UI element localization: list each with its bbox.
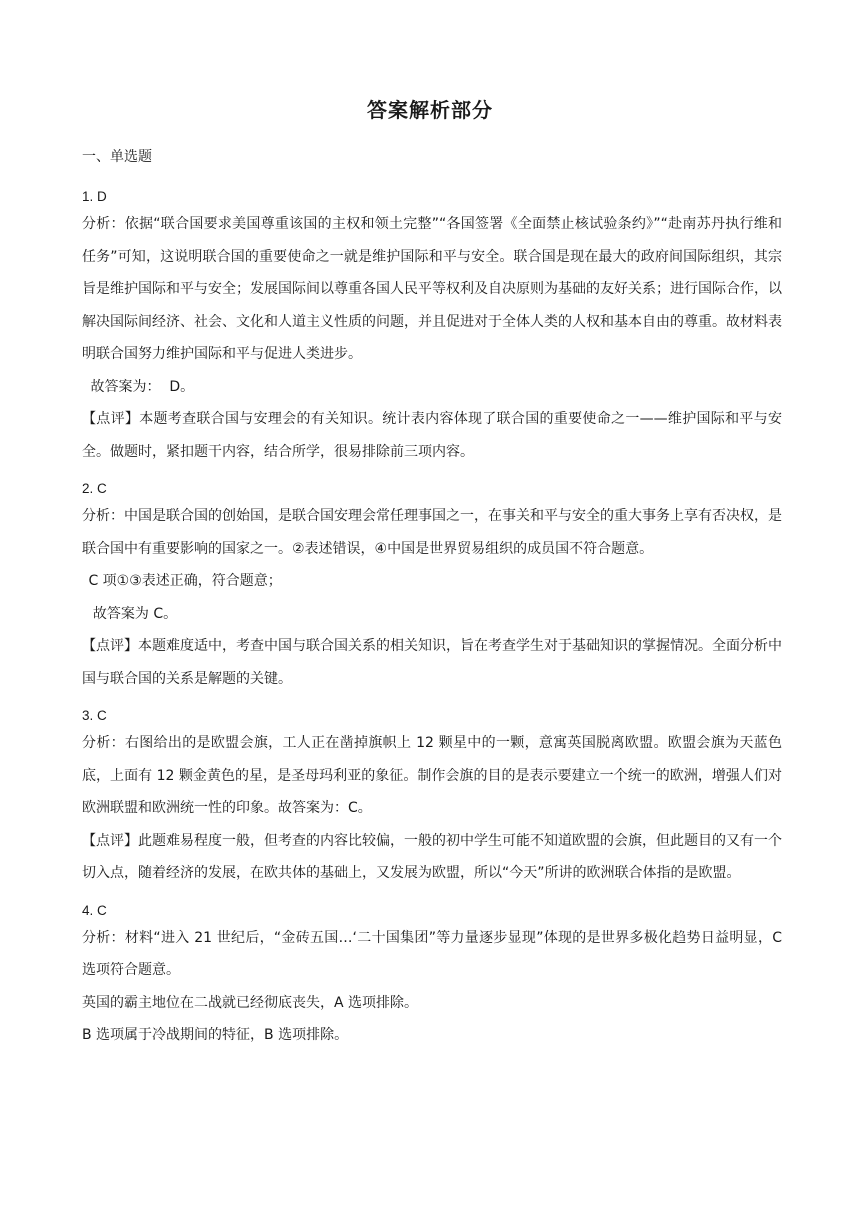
analysis-paragraph: 分析：材料“进入 21 世纪后，“金砖五国…‘二十国集团”等力量逐步显现”体现的是世界多极化趋势日益明显，C 选项符合题意。 <box>82 929 782 978</box>
option-line: C 项①③表述正确，符合题意； <box>84 573 282 589</box>
answer-body <box>82 176 782 1052</box>
analysis-paragraph: 分析：右图给出的是欧盟会旗，工人正在凿掉旗帜上 12 颗星中的一颗，意寓英国脱离欧盟。欧盟会旗为天蓝色底，上面有 12 颗金黄色的星，是圣母玛利亚的象征。制作会旗的目的是表示要建立一个统一的欧洲，增强人们对欧洲联盟和欧洲统一性的印象。故答案为：C。 <box>82 735 782 816</box>
analysis-paragraph: 分析：依据“联合国要求美国尊重该国的主权和领土完整”“各国签署《全面禁止核试验条约》”“赴南苏丹执行维和任务”可知，这说明联合国的重要使命之一就是维护国际和平与安全。联合国是现在最大的政府间国际组织，其宗旨是维护国际和平与安全；发展国际间以尊重各国人民平等权利及自决原则为基础的友好关系；进行国际合作，以解决国际间经济、社会、文化和人道主义性质的问题，并且促进对于全体人类的人权和基本自由的尊重。故材料表明联合国努力维护国际和平与促进人类进步。 <box>82 216 782 362</box>
answer-line: 故答案为： D。 <box>86 378 195 395</box>
question-number: 2. C <box>82 481 107 496</box>
comment-paragraph: 【点评】本题难度适中，考查中国与联合国关系的相关知识，旨在考查学生对于基础知识的掌握情况。全面分析中国与联合国的关系是解题的关键。 <box>82 638 782 687</box>
section-heading: 一、单选题 <box>82 149 152 165</box>
comment-paragraph: 【点评】本题考查联合国与安理会的有关知识。统计表内容体现了联合国的重要使命之一——维护国际和平与安全。做题时，紧扣题干内容，结合所学，很易排除前三项内容。 <box>82 411 782 460</box>
question-number: 4. C <box>82 902 107 918</box>
elimination-line: 英国的霸主地位在二战就已经彻底丧失，A 选项排除。 <box>82 994 419 1011</box>
answer-line: 故答案为 C。 <box>84 605 178 622</box>
page-title: 答案解析部分 <box>367 98 493 122</box>
analysis-paragraph: 分析：中国是联合国的创始国，是联合国安理会常任理事国之一，在事关和平与安全的重大事务上享有否决权，是联合国中有重要影响的国家之一。②表述错误，④中国是世界贸易组织的成员国不符合题意。 <box>82 508 782 557</box>
question-number: 3. C <box>82 708 107 723</box>
comment-paragraph: 【点评】此题难易程度一般，但考查的内容比较偏，一般的初中学生可能不知道欧盟的会旗，但此题目的又有一个切入点，随着经济的发展，在欧共体的基础上，又发展为欧盟，所以“今天”所讲的欧洲联合体指的是欧盟。 <box>82 832 782 881</box>
elimination-line: B 选项属于冷战期间的特征，B 选项排除。 <box>82 1027 349 1043</box>
question-number: 1. D <box>82 189 107 204</box>
